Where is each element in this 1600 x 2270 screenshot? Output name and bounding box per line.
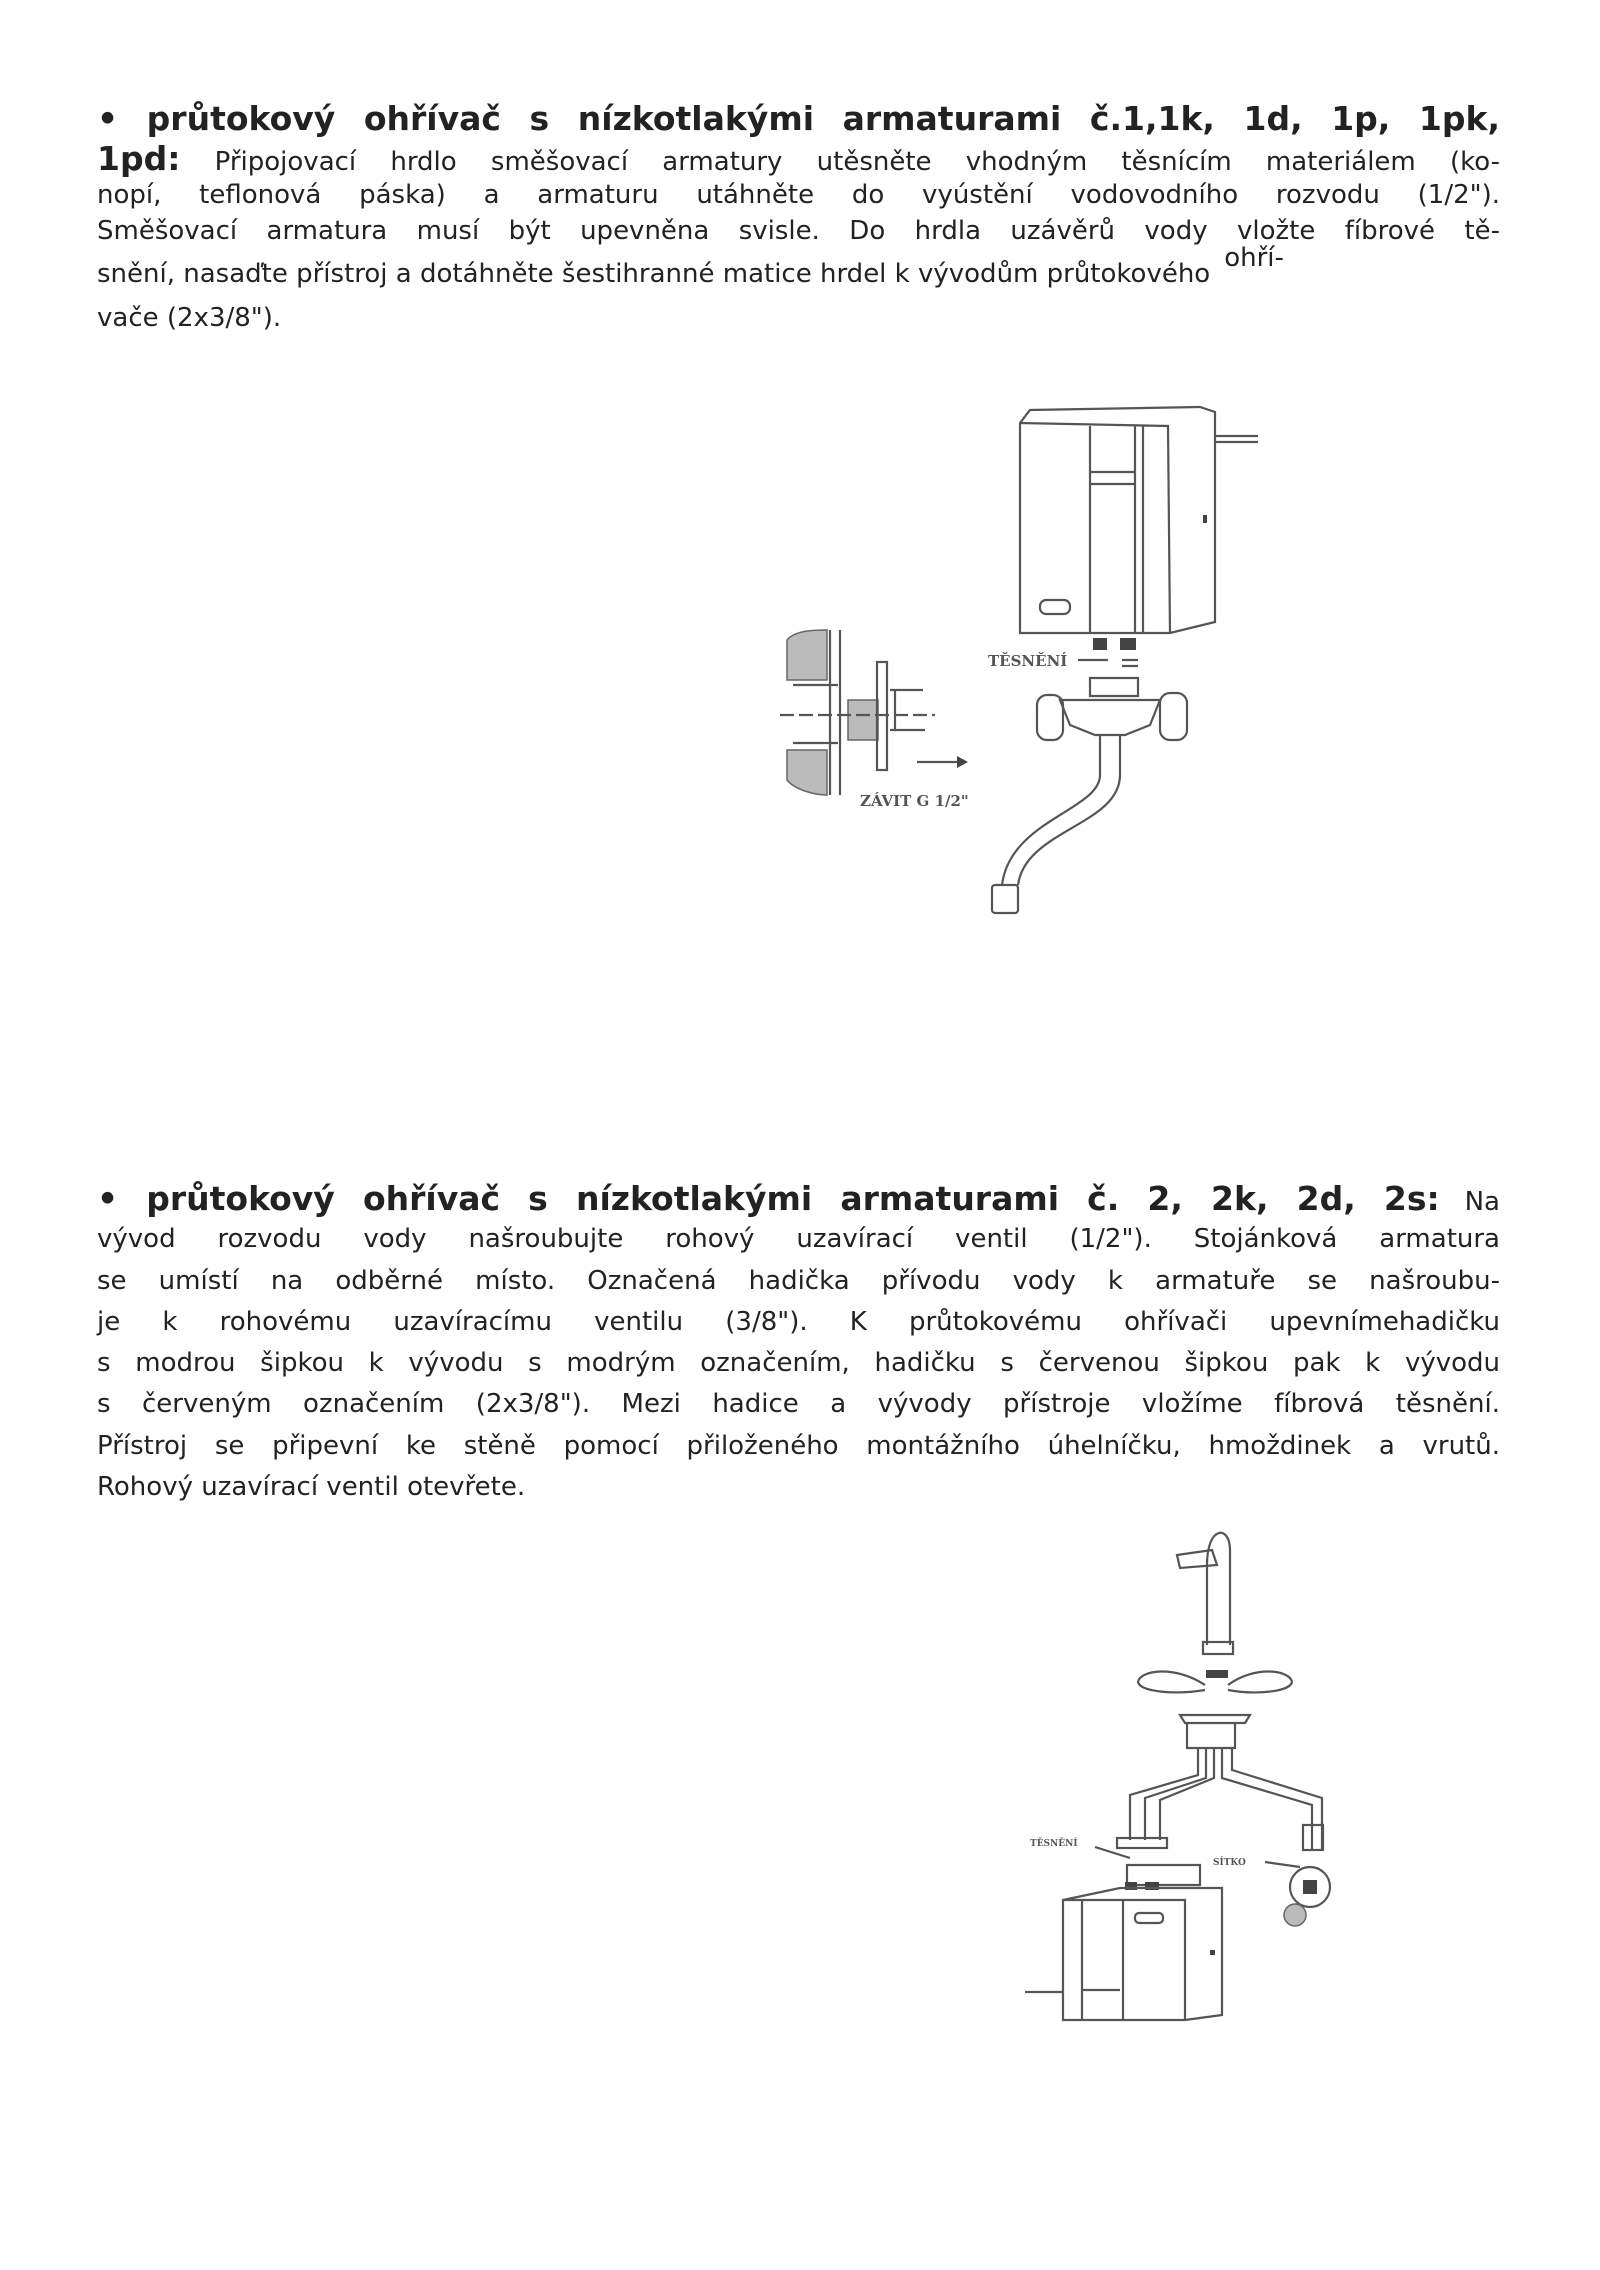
label-seal: TĚSNĚNÍ <box>1030 1839 1078 1849</box>
figure-wall-mounted-heater-with-mixer <box>760 400 1300 1040</box>
body-line: vače (2x3/8"). <box>97 303 282 333</box>
label-sieve: SÍTKO <box>1213 1858 1246 1868</box>
body-line: 1pd: Připojovací hrdlo směšovací armatury utěsněte vhodným těsnícím materiálem (ko- <box>97 139 1500 178</box>
body-line: s červeným označením (2x3/8"). Mezi hadice a vývody přístroje vložíme fíbrová těsnění. <box>97 1389 1500 1420</box>
body-line: Přístroj se připevní ke stěně pomocí přiloženého montážního úhelníčku, hmoždinek a vrutů. <box>97 1430 1500 1461</box>
body-line: vývod rozvodu vody našroubujte rohový uzavírací ventil (1/2"). Stojánková armatura <box>97 1224 1500 1255</box>
hyphenated-superscript: ohří- <box>1224 243 1284 273</box>
label-seal: TĚSNĚNÍ <box>988 652 1068 670</box>
section-heading: • průtokový ohřívač s nízkotlakými armaturami č.1,1k, 1d, 1p, 1pk, <box>97 99 1500 138</box>
body-line: je k rohovému uzavíracímu ventilu (3/8"). K průtokovému ohřívači upevnímehadičku <box>97 1306 1500 1337</box>
body-line: Rohový uzavírací ventil otevřete. <box>97 1472 526 1503</box>
label-thread: ZÁVIT G 1/2" <box>860 792 969 810</box>
body-line: snění, nasaďte přístroj a dotáhněte šestihranné matice hrdel k vývodům průtokovéhoohří- <box>97 243 1284 289</box>
body-line: Směšovací armatura musí být upevněna svisle. Do hrdla uzávěrů vody vložte fíbrové tě- <box>97 216 1500 246</box>
pillar-tap <box>1117 1533 1323 1850</box>
body-line: se umístí na odběrné místo. Označená hadička přívodu vody k armatuře se našroubu- <box>97 1265 1500 1296</box>
section-heading-line: • průtokový ohřívač s nízkotlakými armaturami č. 2, 2k, 2d, 2s: Na <box>97 1179 1500 1218</box>
heater-unit <box>1020 407 1258 666</box>
figure-pillar-tap-with-heater <box>1000 1520 1400 2260</box>
section-heading: • průtokový ohřívač s nízkotlakými armaturami č. 2, 2k, 2d, 2s: <box>97 1179 1440 1218</box>
mixer-valve <box>992 678 1187 913</box>
heater-unit <box>1025 1865 1222 2020</box>
sieve-fitting <box>1284 1867 1330 1926</box>
section-lowpressure-fittings-2 <box>97 1178 1500 1508</box>
section-lowpressure-fittings-1 <box>97 97 1500 341</box>
body-line: nopí, teflonová páska) a armaturu utáhněte do vyústění vodovodního rozvodu (1/2"). <box>97 180 1500 210</box>
body-line: s modrou šipkou k vývodu s modrým označením, hadičku s červenou šipkou pak k vývodu <box>97 1348 1500 1379</box>
wall-connection <box>780 630 968 795</box>
section-heading-continuation: 1pd: <box>97 139 181 178</box>
